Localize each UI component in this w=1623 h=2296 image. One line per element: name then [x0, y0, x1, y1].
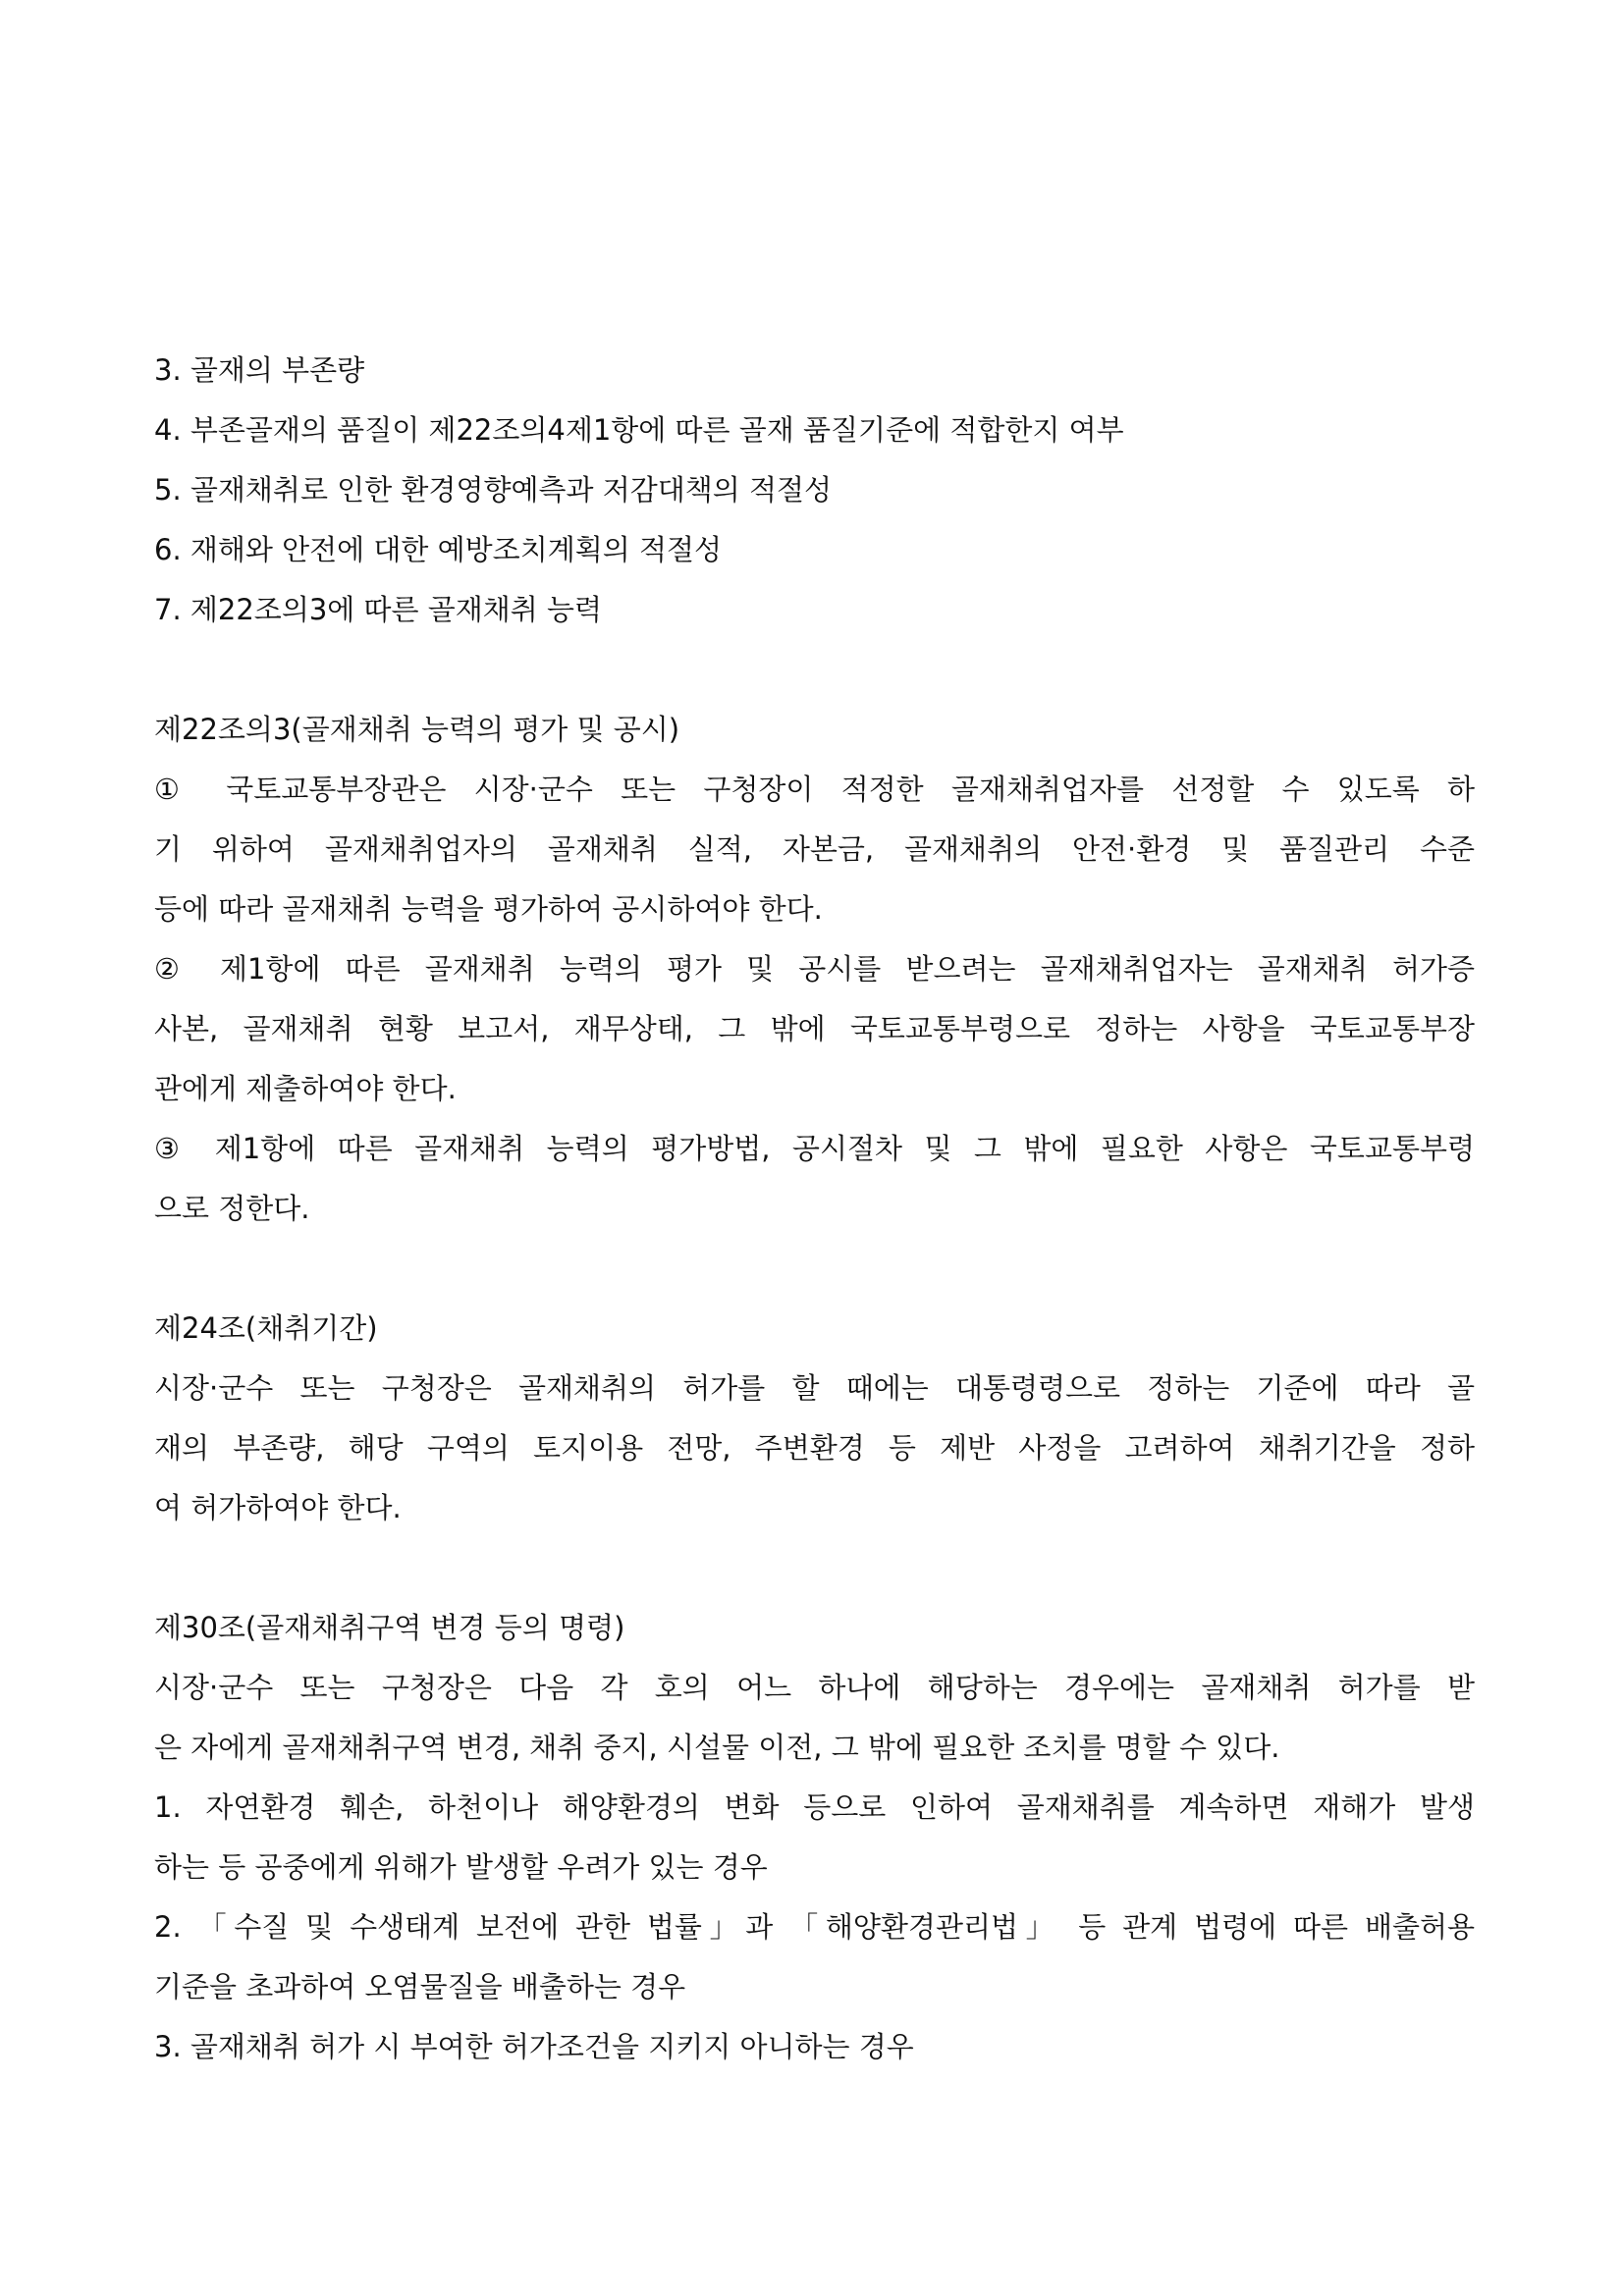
spacer	[154, 1239, 1475, 1299]
list-item: 3. 골재의 부존량	[154, 353, 365, 387]
paragraph-line: ③ 제1항에 따른 골재채취 능력의 평가방법, 공시절차 및 그 밖에 필요한 사항은 국토교통부령	[154, 1132, 1475, 1165]
list-item: 하는 등 공중에게 위해가 발생할 우려가 있는 경우	[154, 1850, 768, 1884]
list-item: 5. 골재채취로 인한 환경영향예측과 저감대책의 적절성	[154, 473, 833, 507]
paragraph-line: 시장·군수 또는 구청장은 골재채취의 허가를 할 때에는 대통령령으로 정하는 기준에 따라 골	[154, 1371, 1475, 1405]
article-title: 제22조의3(골재채취 능력의 평가 및 공시)	[154, 713, 680, 746]
spacer	[154, 1538, 1475, 1598]
paragraph-line: 사본, 골재채취 현황 보고서, 재무상태, 그 밖에 국토교통부령으로 정하는 사항을 국토교통부장	[154, 1012, 1475, 1045]
article-22-3	[154, 700, 1475, 1239]
paragraph-line: 으로 정한다.	[154, 1192, 310, 1225]
paragraph-line: 기 위하여 골재채취업자의 골재채취 실적, 자본금, 골재채취의 안전·환경 및 품질관리 수준	[154, 832, 1475, 866]
paragraph-line: 은 자에게 골재채취구역 변경, 채취 중지, 시설물 이전, 그 밖에 필요한 조치를 명할 수 있다.	[154, 1731, 1280, 1764]
paragraph-line: 등에 따라 골재채취 능력을 평가하여 공시하여야 한다.	[154, 892, 823, 926]
spacer	[154, 640, 1475, 700]
paragraph-line: ① 국토교통부장관은 시장·군수 또는 구청장이 적정한 골재채취업자를 선정할 수 있도록 하	[154, 773, 1475, 806]
paragraph-line: ② 제1항에 따른 골재채취 능력의 평가 및 공시를 받으려는 골재채취업자는 골재채취 허가증	[154, 952, 1475, 986]
item-list-top	[154, 341, 1475, 640]
article-title: 제30조(골재채취구역 변경 등의 명령)	[154, 1611, 625, 1644]
article-30	[154, 1598, 1475, 2077]
paragraph-line: 관에게 제출하여야 한다.	[154, 1072, 457, 1105]
list-item: 7. 제22조의3에 따른 골재채취 능력	[154, 593, 603, 626]
paragraph-line: 시장·군수 또는 구청장은 다음 각 호의 어느 하나에 해당하는 경우에는 골재채취 허가를 받	[154, 1671, 1475, 1704]
list-item: 기준을 초과하여 오염물질을 배출하는 경우	[154, 1970, 686, 2003]
paragraph-line: 재의 부존량, 해당 구역의 토지이용 전망, 주변환경 등 제반 사정을 고려하여 채취기간을 정하	[154, 1431, 1475, 1465]
paragraph-line: 여 허가하여야 한다.	[154, 1491, 402, 1524]
list-item: 6. 재해와 안전에 대한 예방조치계획의 적절성	[154, 533, 723, 566]
list-item: 4. 부존골재의 품질이 제22조의4제1항에 따른 골재 품질기준에 적합한지 여부	[154, 413, 1124, 447]
list-item: 2. 「수질 및 수생태계 보전에 관한 법률」과 「해양환경관리법」 등 관계 법령에 따른 배출허용	[154, 1910, 1475, 1944]
article-title: 제24조(채취기간)	[154, 1311, 378, 1345]
list-item: 1. 자연환경 훼손, 하천이나 해양환경의 변화 등으로 인하여 골재채취를 계속하면 재해가 발생	[154, 1790, 1475, 1824]
article-24	[154, 1299, 1475, 1538]
document-page	[154, 341, 1475, 2077]
list-item: 3. 골재채취 허가 시 부여한 허가조건을 지키지 아니하는 경우	[154, 2030, 914, 2063]
